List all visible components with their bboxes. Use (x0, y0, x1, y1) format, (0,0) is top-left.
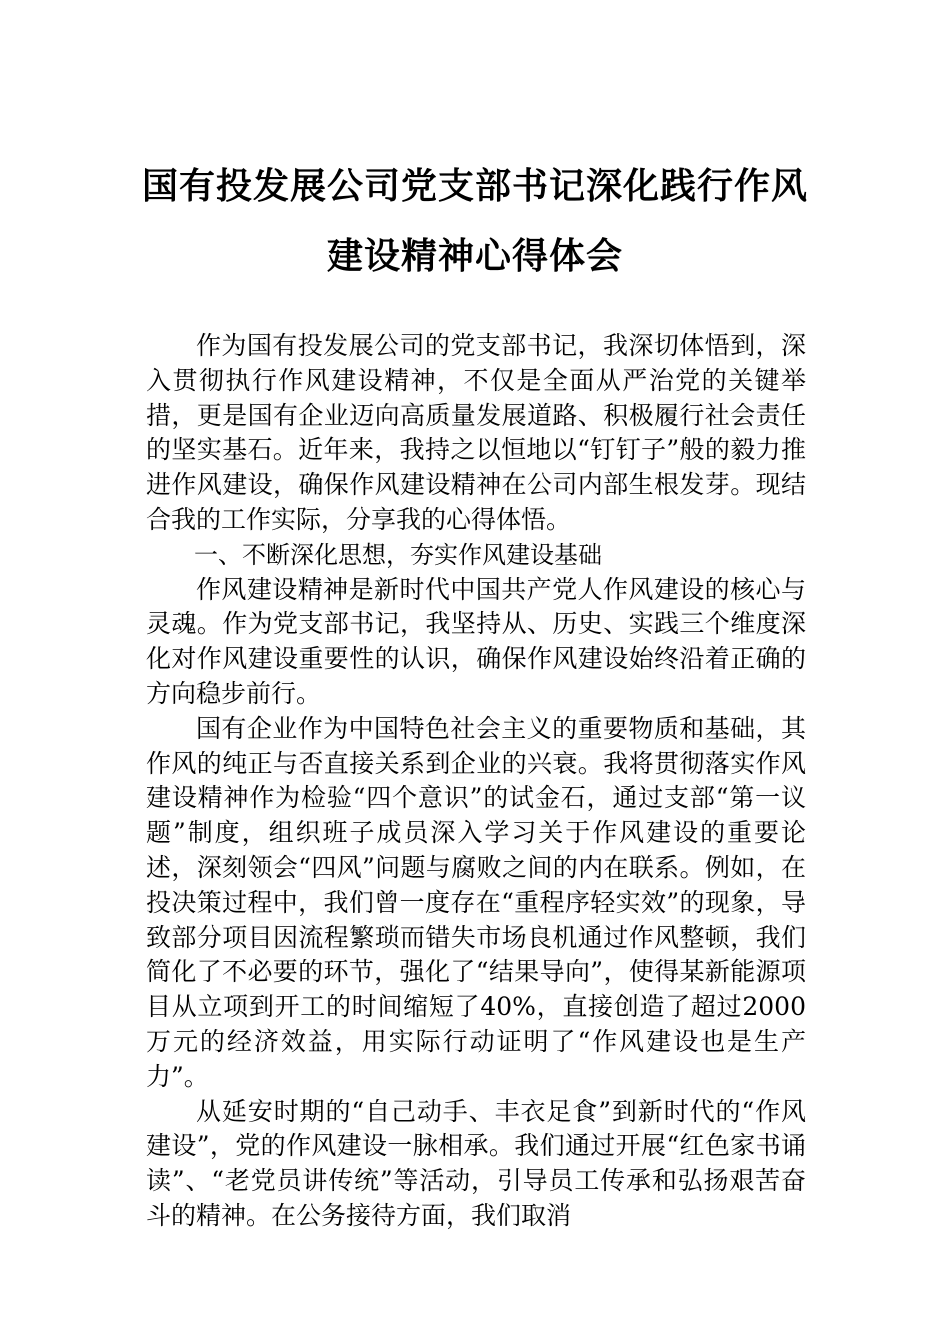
body-paragraph: 国有企业作为中国特色社会主义的重要物质和基础，其作风的纯正与否直接关系到企业的兴衰。我将贯彻落实作风建设精神作为检验“四个意识”的试金石，通过支部“第一议题”制度，组织班子成员深入学习关于作风建设的重要论述，深刻领会“四风”问题与腐败之间的内在联系。例如，在投决策过程中，我们曾一度存在“重程序轻实效”的现象，导致部分项目因流程繁琐而错失市场良机通过作风整顿，我们简化了不必要的环节，强化了“结果导向”，使得某新能源项目从立项到开工的时间缩短了40%，直接创造了超过2000万元的经济效益，用实际行动证明了“作风建设也是生产力”。 (146, 713, 806, 1091)
body-paragraph: 作风建设精神是新时代中国共产党人作风建设的核心与灵魂。作为党支部书记，我坚持从、历史、实践三个维度深化对作风建设重要性的认识，确保作风建设始终沿着正确的方向稳步前行。 (146, 574, 806, 708)
body-paragraph: 从延安时期的“自己动手、丰衣足食”到新时代的“作风建设”，党的作风建设一脉相承。我们通过开展“红色家书诵读”、“老党员讲传统”等活动，引导员工传承和弘扬艰苦奋斗的精神。在公务接待方面，我们取消 (146, 1096, 806, 1230)
document-title-line-2: 建设精神心得体会 (326, 235, 623, 277)
intro-paragraph: 作为国有投发展公司的党支部书记，我深切体悟到，深入贯彻执行作风建设精神，不仅是全面从严治党的关键举措，更是国有企业迈向高质量发展道路、积极履行社会责任的坚实基石。近年来，我持之以恒地以“钉钉子”般的毅力推进作风建设，确保作风建设精神在公司内部生根发芽。现结合我的工作实际，分享我的心得体悟。 (146, 331, 806, 534)
document-body (146, 329, 806, 1234)
document-title-line-1: 国有投发展公司党支部书记深化践行作风 (141, 165, 808, 207)
section-heading-1: 一、不断深化思想，夯实作风建设基础 (194, 540, 602, 569)
